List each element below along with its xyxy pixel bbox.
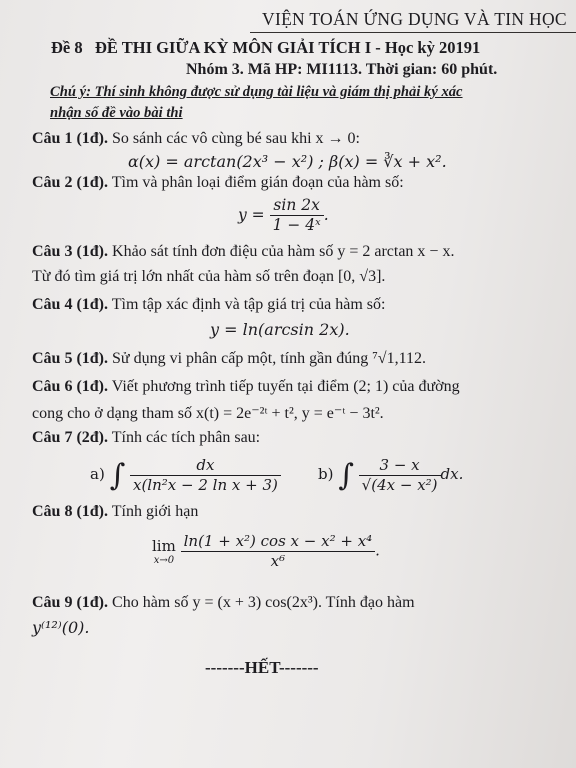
question-5-text: Sử dụng vi phân cấp một, tính gần đúng ⁷√1,112.: [112, 350, 426, 367]
question-7b-label: b): [318, 465, 334, 483]
question-9-text1: Cho hàm số y = (x + 3) cos(2x³). Tính đạo hàm: [112, 594, 415, 611]
exam-code: Đề 8: [51, 38, 83, 57]
question-6-text1: Viết phương trình tiếp tuyến tại điểm (2; 1) của đường: [111, 378, 460, 395]
question-1-label: Câu 1 (1đ).: [32, 130, 109, 147]
question-8-lim: lim: [152, 536, 176, 555]
question-3-label: Câu 3 (1đ).: [32, 243, 109, 260]
question-8-formula: [152, 532, 380, 571]
question-5: [32, 350, 426, 368]
question-8-text: Tính giới hạn: [111, 503, 199, 520]
question-9-label: Câu 9 (1đ).: [32, 594, 109, 611]
question-7b-fraction: [359, 456, 441, 495]
question-7b-denominator: √(4x − x²): [361, 475, 438, 494]
question-8-fraction: [181, 532, 376, 571]
question-8-label: Câu 8 (1đ).: [32, 503, 109, 520]
end-marker: -------HẾT-------: [205, 658, 319, 677]
question-8: [32, 503, 198, 521]
exam-title: [51, 38, 480, 58]
question-7b: [318, 452, 463, 494]
question-8-numerator: ln(1 + x²) cos x − x² + x⁴: [181, 532, 376, 552]
question-8-limit: [152, 537, 176, 566]
question-2: [32, 174, 404, 192]
question-2-numerator: sin 2x: [270, 196, 324, 216]
question-9-text2: y⁽¹²⁾(0).: [32, 618, 90, 637]
question-7-text: Tính các tích phân sau:: [111, 429, 261, 446]
exam-note-line2: nhận số đề vào bài thi: [50, 105, 183, 121]
question-7a-denominator: x(ln²x − 2 ln x + 3): [133, 475, 278, 494]
question-8-denominator: x⁶: [270, 551, 286, 570]
question-8-lim-sub: x→0: [153, 554, 175, 566]
question-7b-numerator: 3 − x: [359, 456, 441, 476]
question-9: [32, 594, 415, 612]
question-2-lhs: y =: [238, 205, 265, 224]
question-2-text: Tìm và phân loại điểm gián đoạn của hàm số:: [111, 174, 404, 191]
question-6-label: Câu 6 (1đ).: [32, 378, 109, 395]
question-7a: [90, 452, 281, 494]
exam-note-line1: Chú ý: Thí sinh không được sử dụng tài liệu và giám thị phải ký xác: [50, 84, 463, 100]
question-7a-numerator: dx: [130, 456, 281, 476]
question-7-label: Câu 7 (2đ).: [32, 429, 109, 446]
question-1-text: So sánh các vô cùng bé sau khi x → 0:: [112, 130, 360, 147]
question-3-text2: Từ đó tìm giá trị lớn nhất của hàm số trên đoạn [0, √3].: [32, 268, 386, 285]
question-2-formula: [238, 196, 329, 236]
question-2-tail: .: [323, 205, 329, 224]
question-3: [32, 243, 454, 261]
exam-title-text: ĐỀ THI GIỮA KỲ MÔN GIẢI TÍCH I - Học kỳ 20191: [95, 38, 481, 57]
integral-sign-icon: ∫: [338, 458, 354, 493]
question-1: [32, 130, 360, 148]
question-2-denominator: 1 − 4ˣ: [272, 216, 321, 235]
integral-sign-icon: ∫: [109, 458, 126, 493]
question-6: [32, 378, 460, 396]
institute-header: VIỆN TOÁN ỨNG DỤNG VÀ TIN HỌC: [262, 9, 567, 29]
question-8-tail: .: [375, 541, 380, 560]
exam-subtitle: Nhóm 3. Mã HP: MI1113. Thời gian: 60 phút.: [186, 61, 498, 78]
question-4-text: Tìm tập xác định và tập giá trị của hàm số:: [111, 296, 386, 313]
question-7b-tail: dx.: [440, 465, 464, 483]
question-7a-fraction: [130, 456, 281, 495]
question-4: [32, 296, 385, 314]
question-7: [32, 429, 260, 447]
question-3-text1: Khảo sát tính đơn điệu của hàm số y = 2 arctan x − x.: [112, 243, 455, 260]
question-7a-label: a): [90, 465, 105, 483]
question-4-formula: y = ln(arcsin 2x).: [210, 320, 350, 339]
question-1-formula: α(x) = arctan(2x³ − x²) ; β(x) = ∛x + x².: [128, 152, 447, 171]
question-5-label: Câu 5 (1đ).: [32, 350, 109, 367]
question-6-text2: cong cho ở dạng tham số x(t) = 2e⁻²ᵗ + t², y = e⁻ᵗ − 3t².: [32, 405, 384, 422]
question-4-label: Câu 4 (1đ).: [32, 296, 109, 313]
question-2-fraction: [270, 196, 324, 236]
question-2-label: Câu 2 (1đ).: [32, 174, 109, 191]
header-rule: [250, 32, 576, 33]
